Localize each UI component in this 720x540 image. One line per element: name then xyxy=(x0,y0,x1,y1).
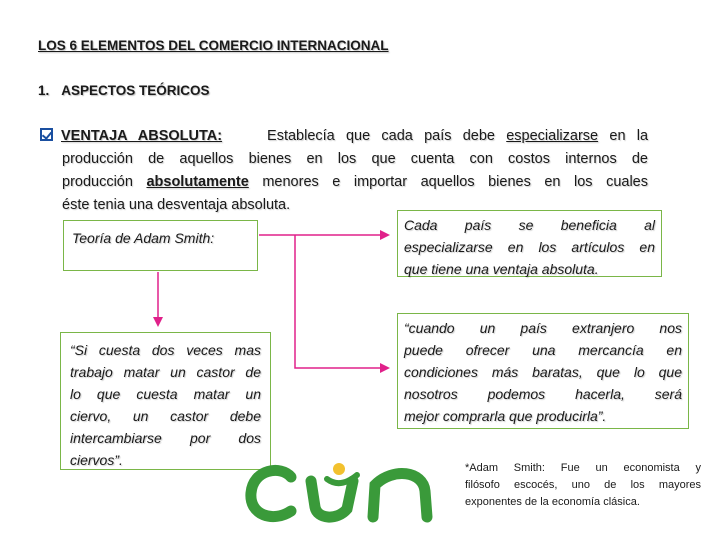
paragraph-line-1 xyxy=(40,125,648,148)
paragraph-text: producción xyxy=(62,174,133,190)
footnote-line: exponentes de la economía clásica. xyxy=(465,496,640,508)
adam-smith-footnote xyxy=(465,460,701,511)
arrow-theory-to-foreign xyxy=(295,235,388,368)
quote-line: trabajo matar un castor de xyxy=(70,364,261,380)
adam-smith-theory-box xyxy=(63,220,258,271)
quote-line: ciervo, un castor debe xyxy=(70,408,261,424)
theory-label: Teoría de Adam Smith: xyxy=(72,230,215,246)
underlined-word: especializarse xyxy=(506,128,599,144)
section-label: ASPECTOS TEÓRICOS xyxy=(61,83,210,98)
paragraph-line-3 xyxy=(40,171,648,194)
bullet-term: VENTAJA ABSOLUTA: xyxy=(61,128,223,144)
foreign-line: condiciones más baratas, que lo que xyxy=(404,364,682,380)
quote-line: “Si cuesta dos veces mas xyxy=(70,342,261,358)
section-number: 1. xyxy=(38,83,50,98)
underlined-word: absolutamente xyxy=(146,174,249,190)
quote-line: ciervos”. xyxy=(70,452,123,468)
footnote-line: filósofo escocés, uno de los mayores xyxy=(465,479,701,491)
benefit-line: que tiene una ventaja absoluta. xyxy=(404,261,599,277)
castor-ciervo-quote-box xyxy=(60,332,271,470)
foreign-country-quote-box xyxy=(397,313,689,429)
checkbox-bullet-icon xyxy=(40,128,53,141)
foreign-line: “cuando un país extranjero nos xyxy=(404,320,682,336)
footnote-line: *Adam Smith: Fue un economista y xyxy=(465,462,701,474)
cun-logo-icon xyxy=(243,455,458,530)
benefit-line: especializarse en los artículos en xyxy=(404,239,655,255)
foreign-line: nosotros podemos hacerla, será xyxy=(404,386,682,402)
benefit-line: Cada país se beneficia al xyxy=(404,217,655,233)
section-heading xyxy=(38,83,210,98)
quote-line: intercambiarse por dos xyxy=(70,430,261,446)
paragraph-text: menores e importar aquellos bienes en los cuales xyxy=(262,174,648,190)
foreign-line: mejor comprarla que producirla”. xyxy=(404,408,607,424)
specialization-benefit-box xyxy=(397,210,662,277)
ventaja-absoluta-paragraph xyxy=(40,125,648,217)
paragraph-line-4: éste tenia una desventaja absoluta. xyxy=(62,197,291,213)
paragraph-line-2: producción de aquellos bienes en los que cuenta con costos internos de xyxy=(62,151,648,167)
quote-line: lo que cuesta matar un xyxy=(70,386,261,402)
paragraph-text: en la xyxy=(609,128,649,144)
page-title: LOS 6 ELEMENTOS DEL COMERCIO INTERNACIONAL xyxy=(38,38,389,53)
paragraph-text: Establecía que cada país debe xyxy=(267,128,495,144)
foreign-line: puede ofrecer una mercancía en xyxy=(404,342,682,358)
